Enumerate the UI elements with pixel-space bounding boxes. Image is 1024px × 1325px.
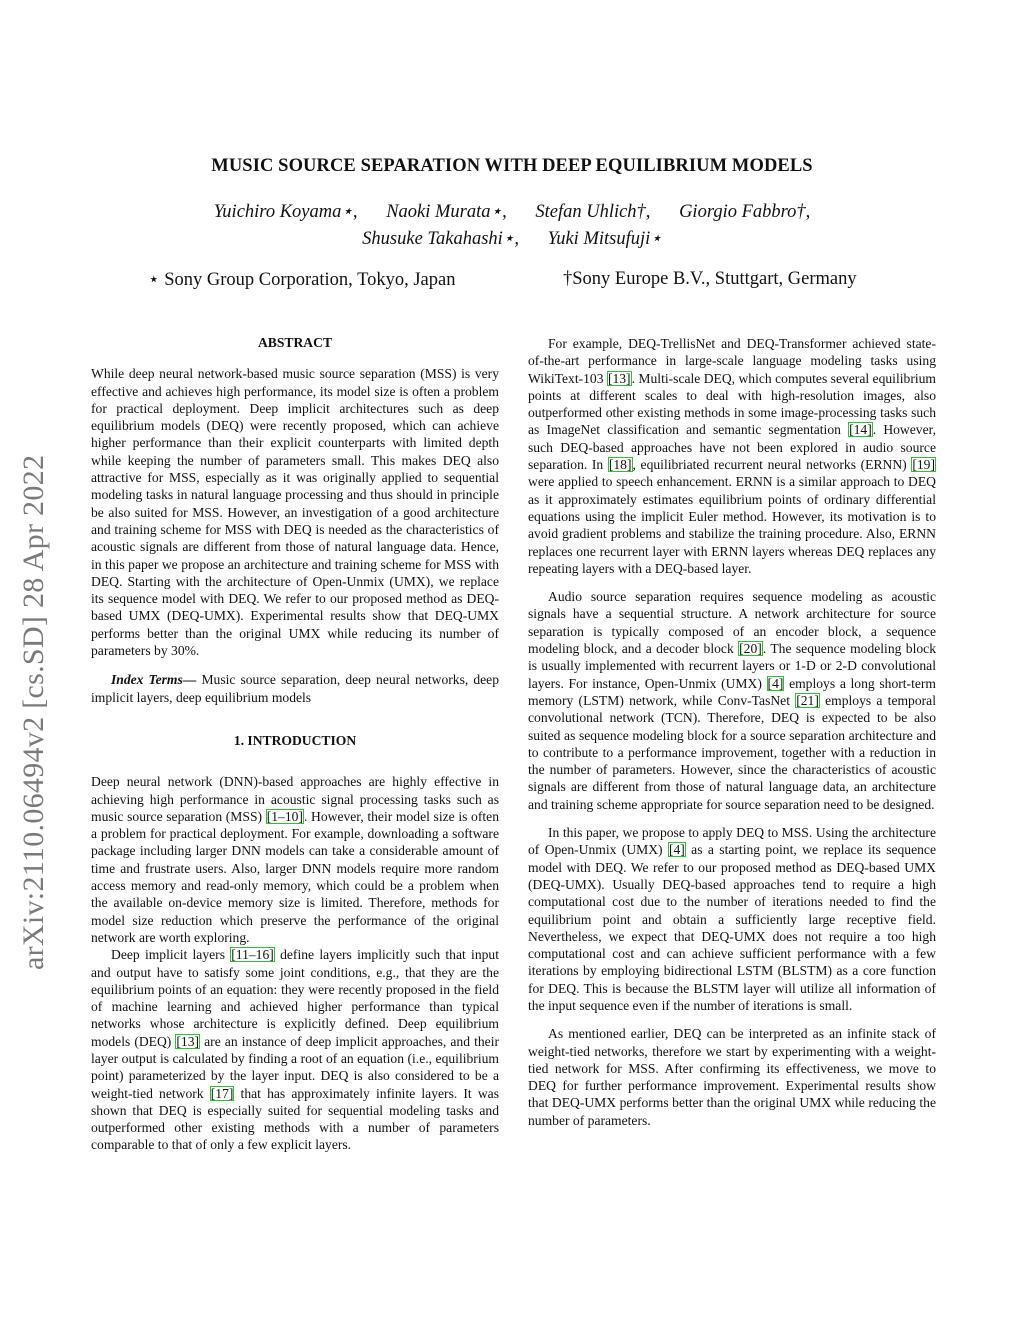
body-paragraph-summary: As mentioned earlier, DEQ can be interpreted as an infinite stack of weight-tied networks, therefore we start by experimenting with a weight-tied network for MSS. After confirming its effectiveness, we move to DEQ for further performance improvement. Experimental results show that DEQ-UMX performs better than the original UMX while reducing the number of parameters.	[528, 1026, 936, 1128]
author-name: Stefan Uhlich†,	[535, 202, 651, 222]
citation-link[interactable]: [18]	[608, 457, 632, 473]
citation-link[interactable]: [20]	[739, 641, 762, 657]
citation-link[interactable]: [19]	[912, 457, 935, 473]
citation-link[interactable]: [13]	[607, 370, 631, 386]
author-name: Giorgio Fabbro†,	[679, 202, 811, 222]
index-terms-label: Index Terms—	[111, 672, 197, 688]
citation-link[interactable]: [4]	[767, 675, 784, 691]
abstract-text: While deep neural network-based music source separation (MSS) is very effective and achieves high performance, its model size is often a problem for practical deployment. Deep implicit architectures such as deep equilibrium models (DEQ) were recently proposed, which can achieve higher performance than their explicit counterparts with limited depth while keeping the number of parameters small. This makes DEQ also attractive for MSS, especially as it was originally applied to sequential modeling tasks in natural language processing and thus should in principle be also suited for MSS. However, an investigation of a good architecture and training scheme for MSS with DEQ is needed as the characteristics of acoustic signals are different from those of natural language data. Hence, in this paper we propose an architecture and training scheme for MSS with DEQ. Starting with the architecture of Open-Unmix (UMX), we replace its sequence model with DEQ. We refer to our proposed method as DEQ-based UMX (DEQ-UMX). Experimental results show that DEQ-UMX performs better than the original UMX while reducing its number of parameters by 30%.	[91, 366, 499, 659]
citation-link[interactable]: [13]	[176, 1033, 200, 1049]
author-name: Yuki Mitsufuji⋆	[547, 229, 662, 249]
author-name: Yuichiro Koyama⋆,	[213, 202, 358, 222]
author-name: Naoki Murata⋆,	[386, 202, 507, 222]
citation-link[interactable]: [21]	[796, 692, 819, 708]
author-list	[0, 199, 1024, 253]
body-paragraph-audio-separation: Audio source separation requires sequence modeling as acoustic signals have a sequential structure. A network architecture for source separation is typically composed of an encoder block, a sequence modeling block, and a decoder block [20]. The sequence modeling block is usually implemented with recurrent layers or 1-D or 2-D convolutional layers. For instance, Open-Unmix (UMX) [4] employs a long short-term memory (LSTM) network, while Conv-TasNet [21] employs a temporal convolutional network (TCN). Therefore, DEQ is expected to be also suited as sequence modeling block for a source separation architecture and to contribute to a performance improvement, together with a reduction in the number of parameters. However, since the characteristics of acoustic signals are different from those of natural language data, an architecture and training scheme appropriate for source separation need to be designed.	[528, 589, 937, 812]
author-name: Shusuke Takahashi⋆,	[362, 229, 519, 249]
affiliation-sony-europe: †Sony Europe B.V., Stuttgart, Germany	[563, 269, 857, 289]
citation-link[interactable]: [17]	[210, 1085, 234, 1101]
body-paragraph-deq-examples: For example, DEQ-TrellisNet and DEQ-Transformer achieved state-of-the-art performance in large-scale language modeling tasks using WikiText-103 [13]. Multi-scale DEQ, which computes several equilibrium points at different scales to deal with high-resolution images, also outperformed other existing methods in some image-processing tasks such as ImageNet classification and semantic segmentation [14]. However, such DEQ-based approaches have not been explored in audio source separation. In [18], equilibriated recurrent neural networks (ERNN) [19] were applied to speech enhancement. ERNN is a similar approach to DEQ as it approximately estimates equilibrium points of ordinary differential equations using the implicit Euler method. However, its motivation is to avoid gradient problems and stabilize the training procedure. Also, ERNN replaces one recurrent layer with ERNN layers whereas DEQ replaces any repeating layers with a DEQ-based layer.	[528, 336, 936, 576]
intro-paragraph-1: Deep neural network (DNN)-based approaches are highly effective in achieving high performance in acoustic signal processing tasks such as music source separation (MSS) [1–10]. However, their model size is often a problem for practical deployment. For example, downloading a software package including larger DNN models can take a considerable amount of time and frustrate users. Also, larger DNN models require more random access memory and read-only memory, which could be a problem when the available on-device memory size is limited. Therefore, methods for model size reduction which preserve the performance of the original network are worth exploring.	[91, 774, 499, 945]
paper-title: MUSIC SOURCE SEPARATION WITH DEEP EQUILIBRIUM MODELS	[211, 156, 813, 176]
citation-link[interactable]: [1–10]	[266, 808, 303, 824]
citation-link[interactable]: [11–16]	[231, 947, 274, 963]
author-line-1	[0, 199, 1024, 226]
index-terms-text: Music source separation, deep neural networks, deep implicit layers, deep equilibrium models	[91, 672, 499, 705]
body-paragraph-proposal: In this paper, we propose to apply DEQ to MSS. Using the architecture of Open-Unmix (UMX) [4] as a starting point, we replace its sequence model with DEQ. We refer to our proposed method as DEQ-based UMX (DEQ-UMX). Usually DEQ-based approaches tend to require a high computational cost due to the number of iterations needed to find the equilibrium point and obtain a sufficiently large receptive field. Nevertheless, we expect that DEQ-UMX does not require a too high computational cost and can achieve sufficient performance with a few iterations by employing bidirectional LSTM (BLSTM) as a core function for DEQ. This is because the BLSTM layer will utilize all information of the input sequence even if the number of iterations is small.	[528, 825, 937, 1013]
citation-link[interactable]: [14]	[849, 422, 872, 438]
abstract-heading: ABSTRACT	[257, 335, 333, 350]
citation-link[interactable]: [4]	[668, 842, 685, 858]
affiliation-sony-group: ⋆ Sony Group Corporation, Tokyo, Japan	[148, 270, 456, 290]
intro-paragraph-2: Deep implicit layers [11–16] define layers implicitly such that input and output have to satisfy some joint conditions, e.g., that they are the equilibrium points of an equation: they were recently proposed in the field of machine learning and achieved higher performance than typical networks whose architecture is explicitly defined. Deep equilibrium models (DEQ) [13] are an instance of deep implicit approaches, and their layer output is calculated by finding a root of an equation (i.e., equilibrium point) parameterized by the layer input. DEQ is also considered to be a weight-tied network [17] that has approximately infinite layers. It was shown that DEQ is especially suited for sequential modeling tasks and outperformed other existing methods with a number of parameters comparable to that of only a few explicit layers.	[91, 947, 500, 1153]
right-column	[528, 335, 936, 1129]
left-column	[91, 334, 499, 1154]
author-line-2	[0, 226, 1024, 253]
index-terms	[91, 671, 499, 706]
arxiv-identifier: arXiv:2110.06494v2 [cs.SD] 28 Apr 2022	[17, 454, 50, 970]
introduction-heading: 1. INTRODUCTION	[233, 732, 357, 748]
